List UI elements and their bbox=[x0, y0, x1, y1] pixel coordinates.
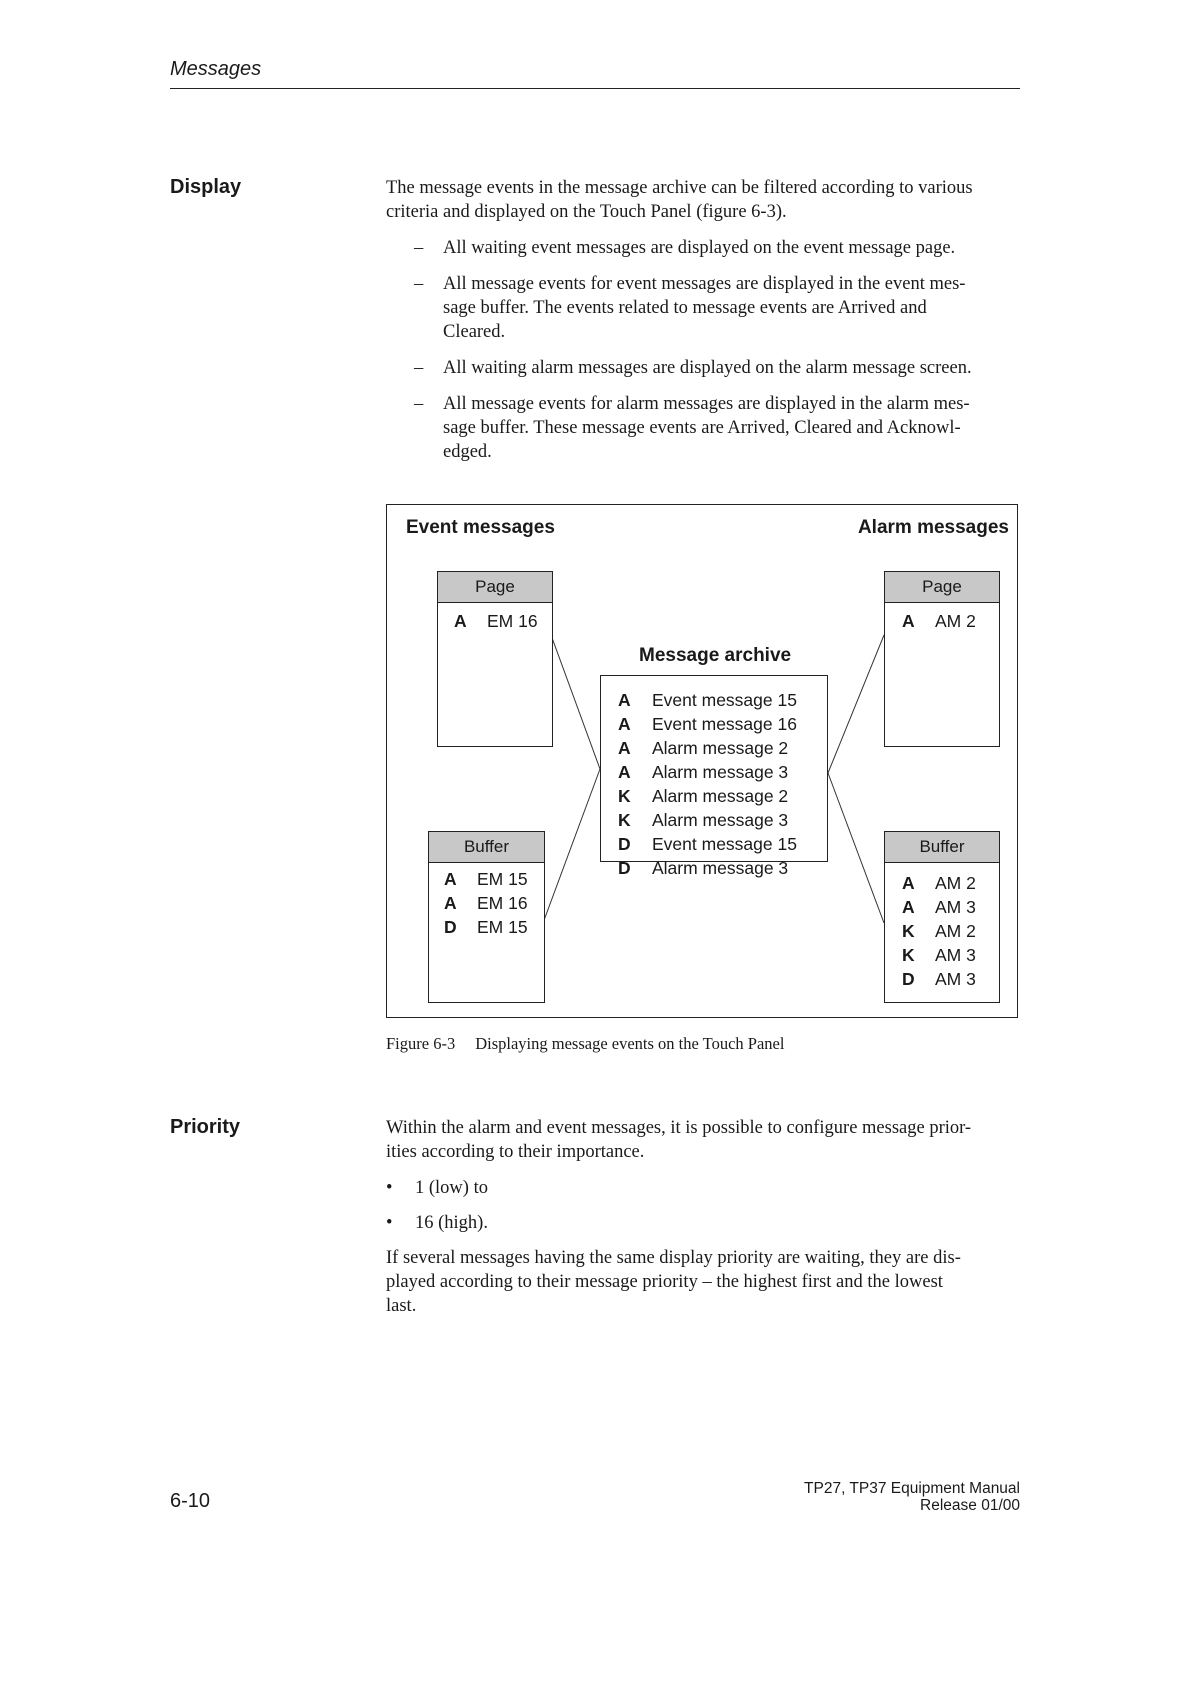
manual-title: TP27, TP37 Equipment Manual bbox=[804, 1480, 1020, 1497]
status-code: A bbox=[444, 869, 457, 889]
archive-row bbox=[618, 784, 827, 808]
priority-outro bbox=[386, 1246, 1020, 1318]
status-code: A bbox=[902, 897, 915, 917]
alarm-buffer-header: Buffer bbox=[885, 832, 999, 863]
status-code: K bbox=[618, 786, 631, 806]
status-code: A bbox=[618, 714, 631, 734]
alarm-messages-title: Alarm messages bbox=[857, 517, 1009, 538]
message-id: AM 3 bbox=[935, 945, 976, 965]
message-name: Alarm message 3 bbox=[652, 810, 789, 830]
archive-row bbox=[618, 832, 827, 856]
message-id: EM 16 bbox=[487, 611, 538, 631]
display-intro-line: criteria and displayed on the Touch Panel (figure 6-3). bbox=[386, 202, 787, 222]
connector-line bbox=[828, 635, 884, 773]
archive-row bbox=[618, 688, 827, 712]
event-buffer-row bbox=[444, 915, 544, 939]
status-code: K bbox=[902, 921, 915, 941]
figure-number: Figure 6-3 bbox=[386, 1034, 456, 1053]
alarm-page-row bbox=[902, 609, 999, 633]
message-id: AM 2 bbox=[935, 921, 976, 941]
priority-intro-line: Within the alarm and event messages, it is possible to configure message prior- bbox=[386, 1118, 972, 1138]
footer-manual-info bbox=[804, 1480, 1020, 1514]
alarm-buffer-box bbox=[884, 831, 1000, 1003]
priority-outro-line: played according to their message priority – the highest first and the lowest bbox=[386, 1272, 943, 1292]
status-code: A bbox=[444, 893, 457, 913]
figure-caption bbox=[386, 1034, 784, 1054]
alarm-buffer-row bbox=[902, 871, 999, 895]
dash-marker: – bbox=[414, 394, 424, 414]
message-name: Event message 15 bbox=[652, 834, 797, 854]
event-buffer-header: Buffer bbox=[429, 832, 544, 863]
archive-row bbox=[618, 856, 827, 880]
status-code: A bbox=[618, 690, 631, 710]
dash-marker: – bbox=[414, 238, 424, 258]
alarm-page-header: Page bbox=[885, 572, 999, 603]
bullet-marker: • bbox=[386, 1213, 393, 1233]
running-header: Messages bbox=[170, 58, 262, 80]
status-code: A bbox=[902, 611, 915, 631]
connector-line bbox=[551, 635, 600, 769]
status-code: K bbox=[618, 810, 631, 830]
list-item-line: Cleared. bbox=[443, 322, 506, 342]
status-code: K bbox=[902, 945, 915, 965]
message-id: EM 15 bbox=[477, 917, 528, 937]
priority-outro-line: If several messages having the same display priority are waiting, they are dis- bbox=[386, 1248, 961, 1268]
event-buffer-row bbox=[444, 867, 544, 891]
status-code: D bbox=[618, 834, 631, 854]
dash-marker: – bbox=[414, 274, 424, 294]
status-code: A bbox=[618, 762, 631, 782]
message-id: AM 3 bbox=[935, 969, 976, 989]
display-list-item bbox=[414, 272, 1020, 344]
status-code: D bbox=[902, 969, 915, 989]
list-item-line: All message events for alarm messages are displayed in the alarm mes- bbox=[443, 394, 970, 414]
display-list-item bbox=[414, 356, 1020, 380]
event-page-header: Page bbox=[438, 572, 552, 603]
archive-row bbox=[618, 712, 827, 736]
release-info: Release 01/00 bbox=[920, 1497, 1020, 1514]
archive-row bbox=[618, 760, 827, 784]
list-item-line: sage buffer. The events related to message events are Arrived and bbox=[443, 298, 927, 318]
event-page-row bbox=[454, 609, 552, 633]
message-name: Alarm message 3 bbox=[652, 762, 789, 782]
message-id: AM 2 bbox=[935, 611, 976, 631]
priority-intro bbox=[386, 1116, 1020, 1164]
list-item-line: All message events for event messages are displayed in the event mes- bbox=[443, 274, 966, 294]
bullet-text: 1 (low) to bbox=[415, 1178, 488, 1198]
message-id: EM 16 bbox=[477, 893, 528, 913]
alarm-page-box bbox=[884, 571, 1000, 747]
display-intro bbox=[386, 176, 1020, 224]
event-buffer-row bbox=[444, 891, 544, 915]
message-name: Alarm message 2 bbox=[652, 738, 789, 758]
list-item-line: All waiting event messages are displayed on the event message page. bbox=[443, 238, 956, 258]
status-code: A bbox=[902, 873, 915, 893]
bullet-text: 16 (high). bbox=[415, 1213, 488, 1233]
status-code: A bbox=[454, 611, 467, 631]
alarm-buffer-row bbox=[902, 919, 999, 943]
display-intro-line: The message events in the message archive can be filtered according to various bbox=[386, 178, 973, 198]
connector-line bbox=[543, 769, 600, 923]
alarm-buffer-row bbox=[902, 943, 999, 967]
connector-line bbox=[828, 773, 884, 923]
message-name: Alarm message 3 bbox=[652, 858, 789, 878]
archive-row bbox=[618, 736, 827, 760]
status-code: D bbox=[444, 917, 457, 937]
priority-heading: Priority bbox=[170, 1116, 241, 1138]
message-archive-title: Message archive bbox=[639, 645, 792, 666]
message-id: EM 15 bbox=[477, 869, 528, 889]
priority-bullet bbox=[386, 1176, 1020, 1200]
message-name: Alarm message 2 bbox=[652, 786, 789, 806]
dash-marker: – bbox=[414, 358, 424, 378]
list-item-line: edged. bbox=[443, 442, 492, 462]
priority-outro-line: last. bbox=[386, 1296, 417, 1316]
list-item-line: All waiting alarm messages are displayed on the alarm message screen. bbox=[443, 358, 972, 378]
display-heading: Display bbox=[170, 176, 242, 198]
priority-bullet bbox=[386, 1211, 1020, 1235]
display-list-item bbox=[414, 392, 1020, 464]
event-buffer-box bbox=[428, 831, 545, 1003]
alarm-buffer-row bbox=[902, 967, 999, 991]
message-id: AM 2 bbox=[935, 873, 976, 893]
message-id: AM 3 bbox=[935, 897, 976, 917]
status-code: A bbox=[618, 738, 631, 758]
alarm-buffer-row bbox=[902, 895, 999, 919]
message-name: Event message 15 bbox=[652, 690, 797, 710]
list-item-line: sage buffer. These message events are Arrived, Cleared and Acknowl- bbox=[443, 418, 961, 438]
page-number: 6-10 bbox=[170, 1490, 211, 1512]
display-list-item bbox=[414, 236, 1020, 260]
figure-caption-text: Displaying message events on the Touch Panel bbox=[475, 1034, 785, 1053]
message-archive-box bbox=[600, 675, 828, 878]
message-name: Event message 16 bbox=[652, 714, 797, 734]
event-messages-title: Event messages bbox=[406, 517, 555, 538]
figure-message-flow bbox=[386, 504, 1018, 1018]
status-code: D bbox=[618, 858, 631, 878]
header-rule bbox=[170, 88, 1020, 89]
priority-intro-line: ities according to their importance. bbox=[386, 1142, 645, 1162]
bullet-marker: • bbox=[386, 1178, 393, 1198]
archive-row bbox=[618, 808, 827, 832]
event-page-box bbox=[437, 571, 553, 747]
